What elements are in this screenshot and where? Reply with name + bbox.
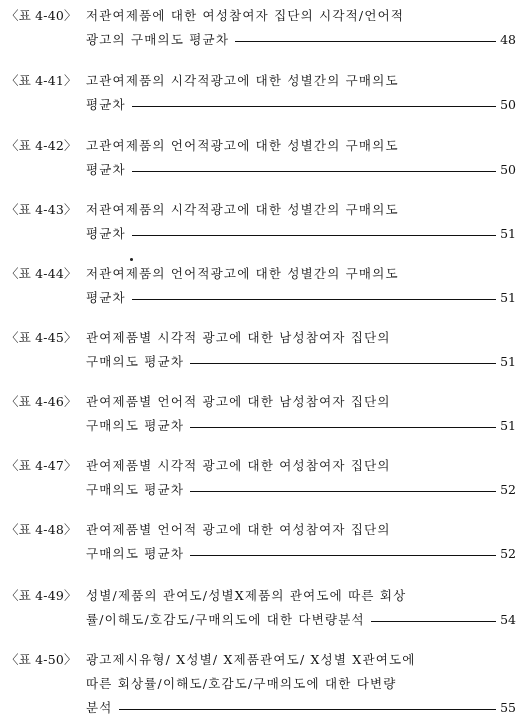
entry-title [86,584,516,632]
leader-line [190,555,496,556]
title-last-line [86,158,516,182]
page-number: 48 [500,32,516,47]
title-line: 고관여제품의 시각적광고에 대한 성별간의 구매의도 [86,73,399,88]
leader-line [190,491,496,492]
table-number: 〈표 4-49〉 [6,588,77,603]
title-last-line [86,542,516,566]
entry-title [86,69,516,117]
title-last-line [86,222,516,246]
leader-line [371,621,496,622]
title-line: 평균차 [86,290,126,305]
entry-title [86,262,516,310]
title-line: 저관여제품에 대한 여성참여자 집단의 시각적/언어적 [86,8,405,23]
table-number: 〈표 4-41〉 [6,73,77,88]
title-last-line [86,414,516,438]
title-line: 평균차 [86,162,126,177]
entry-title [86,648,516,720]
title-line: 률/이해도/호감도/구매의도에 대한 다변량분석 [86,612,365,627]
title-line: 평균차 [86,226,126,241]
leader-line [190,363,496,364]
title-last-line [86,608,516,632]
title-line: 평균차 [86,97,126,112]
page-number: 51 [500,290,516,305]
table-number: 〈표 4-43〉 [6,202,77,217]
title-last-line [86,286,516,310]
page-number: 51 [500,354,516,369]
page-number: 52 [500,546,516,561]
title-line: 구매의도 평균차 [86,354,185,369]
title-last-line [86,28,516,52]
entry-title [86,198,516,246]
title-line: 분석 [86,700,113,715]
leader-line [132,235,496,236]
title-line: 고관여제품의 언어적광고에 대한 성별간의 구매의도 [86,138,399,153]
title-line: 관여제품별 시각적 광고에 대한 남성참여자 집단의 [86,330,391,345]
title-line: 광고의 구매의도 평균차 [86,32,230,47]
page-number: 50 [500,97,516,112]
table-number: 〈표 4-45〉 [6,330,77,345]
table-number: 〈표 4-50〉 [6,652,77,667]
entry-title [86,134,516,182]
table-number: 〈표 4-48〉 [6,522,77,537]
page-number: 54 [500,612,516,627]
title-line: 구매의도 평균차 [86,482,185,497]
title-last-line [86,696,516,720]
entry-title [86,518,516,566]
leader-line [132,171,496,172]
title-last-line [86,93,516,117]
table-number: 〈표 4-42〉 [6,138,77,153]
table-number: 〈표 4-47〉 [6,458,77,473]
page-number: 52 [500,482,516,497]
leader-line [119,709,496,710]
entry-title [86,454,516,502]
entry-title [86,4,516,52]
page-number: 50 [500,162,516,177]
page-number: 55 [500,700,516,715]
title-line: 관여제품별 언어적 광고에 대한 남성참여자 집단의 [86,394,391,409]
leader-line [235,41,496,42]
title-line: 성별/제품의 관여도/성별X제품의 관여도에 따른 회상 [86,588,407,603]
page-number: 51 [500,418,516,433]
title-last-line [86,350,516,374]
table-number: 〈표 4-44〉 [6,266,77,281]
entry-title [86,326,516,374]
leader-line [132,299,496,300]
title-line: 관여제품별 시각적 광고에 대한 여성참여자 집단의 [86,458,391,473]
leader-line [190,427,496,428]
title-line: 광고제시유형/ X성별/ X제품관여도/ X성별 X관여도에 [86,652,416,667]
title-last-line [86,478,516,502]
title-line: 구매의도 평균차 [86,546,185,561]
title-line: 구매의도 평균차 [86,418,185,433]
title-line: 관여제품별 언어적 광고에 대한 여성참여자 집단의 [86,522,391,537]
scan-speck [130,258,133,261]
title-line: 따른 회상률/이해도/호감도/구매의도에 대한 다변량 [86,676,397,691]
table-number: 〈표 4-46〉 [6,394,77,409]
table-number: 〈표 4-40〉 [6,8,77,23]
title-line: 저관여제품의 언어적광고에 대한 성별간의 구매의도 [86,266,399,281]
page-number: 51 [500,226,516,241]
entry-title [86,390,516,438]
title-line: 저관여제품의 시각적광고에 대한 성별간의 구매의도 [86,202,399,217]
leader-line [132,106,496,107]
